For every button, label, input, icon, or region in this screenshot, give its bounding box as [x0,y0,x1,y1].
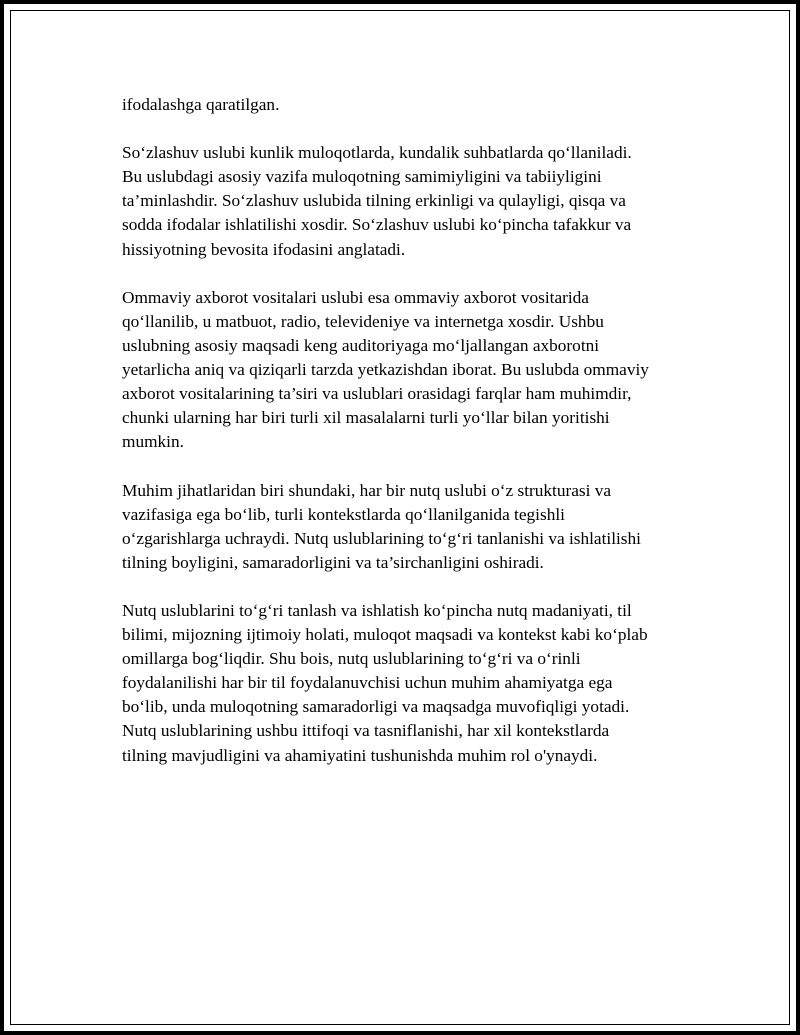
text-line: So‘zlashuv uslubi kunlik muloqotlarda, kundalik suhbatlarda qo‘llaniladi. [122,143,632,163]
text-line: vazifasiga ega bo‘lib, turli kontekstlarda qo‘llanilganida tegishli [122,504,565,524]
text-line: Nutq uslublarining ushbu ittifoqi va tasniflanishi, har xil kontekstlarda [122,721,610,741]
text-line: mumkin. [122,432,184,452]
text-line: qo‘llanilib, u matbuot, radio, televideniye va internetga xosdir. Ushbu [122,311,604,331]
text-line: Bu uslubdagi asosiy vazifa muloqotning samimiyligini va tabiiyligini [122,167,602,187]
paragraph-1 [122,93,702,117]
text-line: yetarlicha aniq va qiziqarli tarzda yetkazishdan iborat. Bu uslubda ommaviy [122,360,649,380]
text-line: tilning boyligini, samaradorligini va ta’sirchanligini oshiradi. [122,552,544,572]
text-line: foydalanilishi har bir til foydalanuvchisi uchun muhim ahamiyatga ega [122,673,613,693]
text-line: chunki ularning har biri turli xil masalalarni turli yo‘llar bilan yoritishi [122,408,610,428]
text-line: uslubning asosiy maqsadi keng auditoriyaga mo‘ljallangan axborotni [122,335,600,355]
paragraph-4 [122,479,702,575]
paragraph-3 [122,286,702,455]
text-line: omillarga bog‘liqdir. Shu bois, nutq uslublarining to‘g‘ri va o‘rinli [122,649,581,669]
text-line: o‘zgarishlarga uchraydi. Nutq uslublarining to‘g‘ri tanlanishi va ishlatilishi [122,528,641,548]
text-line: Ommaviy axborot vositalari uslubi esa ommaviy axborot vositarida [122,287,589,307]
text-line: tilning mavjudligini va ahamiyatini tushunishda muhim rol o'ynaydi. [122,745,598,765]
paragraph-2 [122,141,702,261]
text-line: bilimi, mijozning ijtimoiy holati, muloqot maqsadi va kontekst kabi ko‘plab [122,625,648,645]
paragraph-5 [122,599,702,768]
text-line: ifodalashga qaratilgan. [122,95,280,114]
text-line: sodda ifodalar ishlatilishi xosdir. So‘zlashuv uslubi ko‘pincha tafakkur va [122,215,632,235]
text-line: Nutq uslublarini to‘g‘ri tanlash va ishlatish ko‘pincha nutq madaniyati, til [122,600,632,620]
text-line: axborot vositalarining ta’siri va uslublari orasidagi farqlar ham muhimdir, [122,384,632,404]
text-line: bo‘lib, unda muloqotning samaradorligi va maqsadga muvofiqligi yotadi. [122,697,630,717]
text-line: Muhim jihatlaridan biri shundaki, har bir nutq uslubi o‘z strukturasi va [122,480,612,500]
document-body [122,93,702,792]
text-line: hissiyotning bevosita ifodasini anglatadi. [122,239,406,259]
text-line: ta’minlashdir. So‘zlashuv uslubida tilning erkinligi va qulayligi, qisqa va [122,191,626,211]
